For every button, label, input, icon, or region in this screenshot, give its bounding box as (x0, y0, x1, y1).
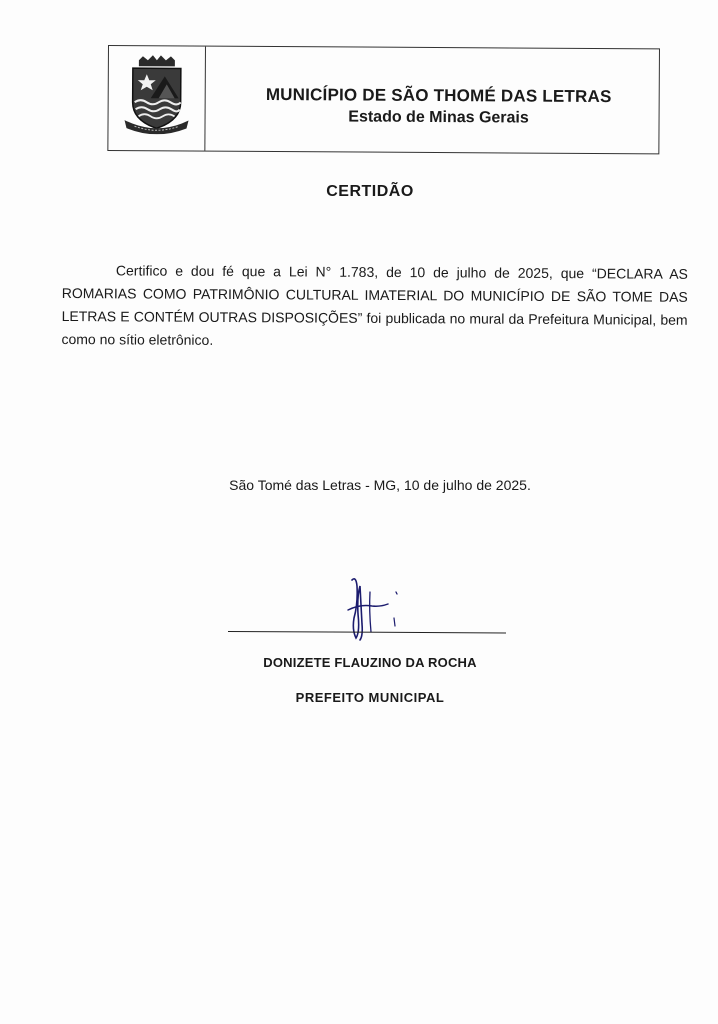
state-subtitle: Estado de Minas Gerais (348, 108, 529, 127)
place-date-line: São Tomé das Letras - MG, 10 de julho de 2025. (229, 477, 531, 493)
municipality-title: MUNICÍPIO DE SÃO THOMÉ DAS LETRAS (265, 84, 612, 107)
document-title: CERTIDÃO (326, 183, 414, 200)
seal-cell (108, 46, 206, 151)
coat-of-arms-icon (120, 54, 192, 134)
signer-role: PREFEITO MUNICIPAL (295, 690, 445, 705)
letterhead (107, 45, 660, 154)
signature-icon (330, 574, 410, 649)
signer-name: DONIZETE FLAUZINO DA ROCHA (263, 655, 477, 670)
certificate-body: Certifico e dou fé que a Lei N° 1.783, de 10 de julho de 2025, que “DECLARA AS ROMARIAS COMO PATRIMÔNIO CULTURAL IMATERIAL DO MUNICÍPIO DE SÃO TOME DAS LETRAS E CONTÉM OUTRAS DISPOSIÇÕES” foi publicada no mural da Prefeitura Municipal, bem como no sítio eletrônico. (61, 262, 688, 348)
